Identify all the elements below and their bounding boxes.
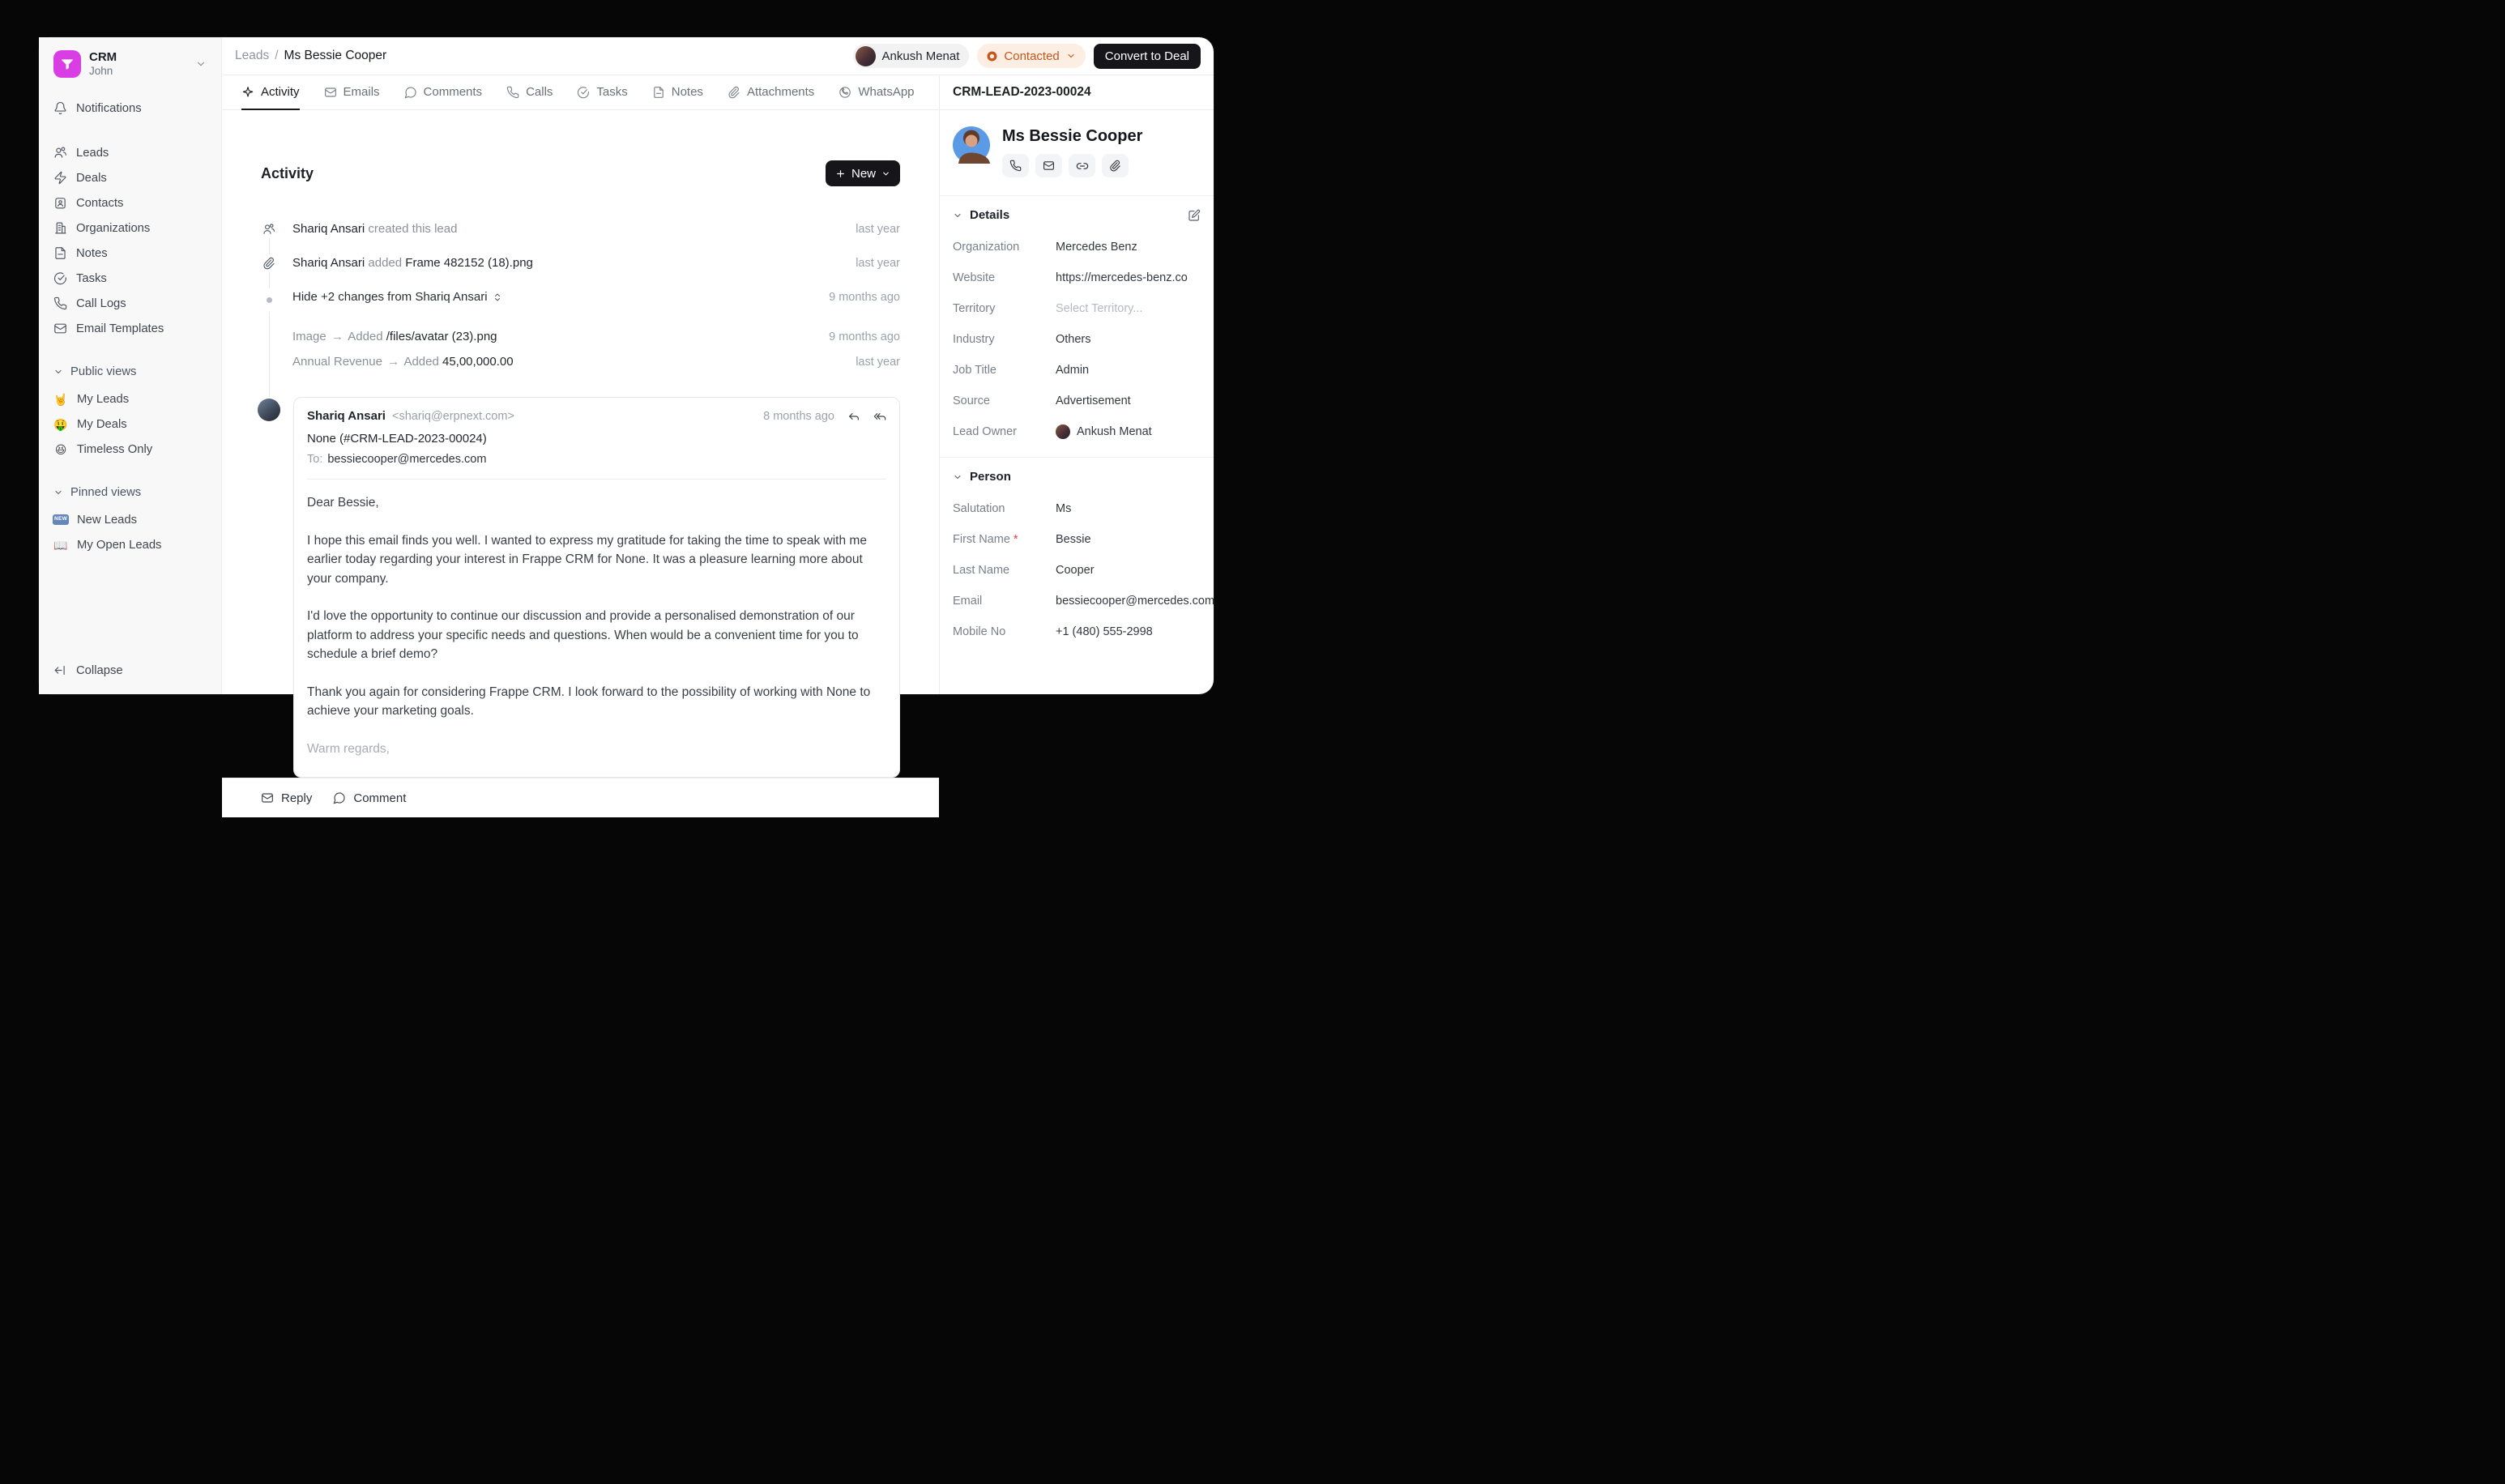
reply-button[interactable]: Reply [261,791,312,805]
convert-to-deal-button[interactable]: Convert to Deal [1094,44,1201,69]
timestamp: last year [856,257,900,270]
edit-icon[interactable] [1188,209,1201,222]
activity-scroll-area[interactable] [222,110,939,778]
tab-calls[interactable] [506,75,553,110]
phone-icon [506,86,519,99]
status-ring-icon [987,51,997,62]
lead-status-dropdown[interactable] [977,44,1085,68]
tab-label: Activity [261,85,300,99]
assignee-chip[interactable] [853,44,970,68]
avatar [1056,424,1070,439]
new-emoji-icon: NEW [53,514,68,525]
chevron-down-icon [53,488,63,497]
sidebar-item-contacts[interactable] [47,190,213,215]
sidebar-item-my-deals[interactable] [47,412,213,437]
field-email: Email bessiecooper@mercedes.com [953,594,1215,608]
timestamp: last year [856,356,900,369]
field-first-name: First Name * Bessie [953,532,1091,546]
workspace-switcher[interactable] [47,45,213,83]
sidebar-item-label: Tasks [76,271,107,285]
timestamp: 8 months ago [763,410,834,423]
field-industry: Industry Others [953,332,1091,346]
chevron-down-icon [1066,51,1076,61]
feed-item-changes-toggle[interactable]: Hide +2 changes from Shariq Ansari 9 months ago [261,288,900,312]
field-lead-owner: Lead Owner Ankush Menat [953,424,1152,438]
sidebar-item-label: My Open Leads [77,538,162,552]
users-icon [261,220,277,238]
feed-item-attachment: Shariq Ansari added Frame 482152 (18).png last year [261,254,900,272]
breadcrumb-current: Ms Bessie Cooper [284,49,387,62]
avatar [258,399,280,421]
app-window [39,37,1215,805]
to-label: To: [307,453,323,466]
tab-whatsapp[interactable] [839,75,914,110]
sidebar-item-label: Organizations [76,221,151,235]
rock-on-emoji-icon: 🤘 [53,392,68,406]
tab-label: WhatsApp [858,85,915,99]
assignee-name: Ankush Menat [881,49,960,63]
chevrons-up-down-icon [493,292,502,302]
chevron-down-icon[interactable] [953,472,962,482]
status-label: Contacted [1004,49,1060,63]
chevron-down-icon [195,58,207,70]
sidebar-item-deals[interactable] [47,165,213,190]
chevron-down-icon [53,367,63,377]
email-sender: Shariq Ansari [307,409,386,423]
sidebar-item-label: Notifications [76,101,142,115]
tab-label: Notes [671,85,703,99]
email-sender-address: <shariq@erpnext.com> [391,410,514,423]
sidebar-item-my-leads[interactable] [47,386,213,412]
field-mobile-no: Mobile No +1 (480) 555-2998 [953,625,1153,638]
tab-label: Attachments [746,85,815,99]
sidebar-item-new-leads[interactable] [47,507,213,532]
sidebar-item-label: Email Templates [76,322,164,335]
activity-title: Activity [261,164,314,181]
breadcrumb-separator: / [275,49,279,62]
timestamp: 9 months ago [829,330,900,343]
section-public-views[interactable] [47,360,213,383]
sidebar-item-label: Deals [76,171,107,185]
section-pinned-views[interactable] [47,481,213,504]
collapse-icon [53,663,67,677]
tab-tasks[interactable] [577,75,627,110]
crm-logo-icon [53,50,81,78]
mail-icon [261,791,274,804]
mail-icon [324,86,337,99]
tab-emails[interactable] [324,75,380,110]
lead-name: Ms Bessie Cooper [1002,127,1143,145]
arrow-right-icon: → [387,355,400,369]
check-circle-icon [53,271,67,285]
sidebar-item-notifications[interactable] [47,96,213,121]
required-asterisk: * [1013,532,1018,546]
details-section [940,196,1214,457]
activity-feed [261,220,900,778]
email-card [293,397,900,778]
check-circle-icon [577,86,590,99]
tab-bar [222,75,939,110]
bell-icon [53,101,67,115]
laughing-emoji-icon: 😆 [54,442,67,456]
reply-all-icon[interactable] [873,410,886,423]
field-website: Website https://mercedes-benz.co [953,271,1188,284]
email-body: Dear Bessie, I hope this email finds you well. I wanted to express my gratitude for taking the time to speak with me earlier today regarding your interest in Frappe CRM for None. It was a pleasure learning more about your company. I'd love the opportunity to continue our discussion and provide a personalised demonstration of our platform to address your specific needs and questions. When would be a convenient time for you to schedule a brief demo? Thank you again for considering Frappe CRM. I look forward to the possibility of working with None to achieve your marketing goals. Warm regards, [307,479,886,758]
email-subject: None (#CRM-LEAD-2023-00024) [307,432,487,446]
open-book-emoji-icon: 📖 [53,538,68,552]
sidebar-item-organizations[interactable] [47,215,213,241]
users-icon [53,146,67,160]
lead-details-panel [939,75,1214,694]
collapse-sidebar-button[interactable] [47,658,213,683]
sidebar-item-label: Collapse [76,663,123,677]
sidebar-item-email-templates[interactable] [47,316,213,341]
reply-icon[interactable] [847,410,860,423]
sidebar-item-label: Notes [76,246,108,260]
dot-icon [267,297,272,303]
sidebar-item-call-logs[interactable] [47,291,213,316]
main-content [222,75,939,805]
email-button[interactable] [1035,154,1062,177]
comment-button[interactable]: Comment [333,791,406,805]
note-icon [652,86,665,99]
section-title: Person [970,470,1011,484]
tab-label: Comments [423,85,483,99]
sidebar-item-leads[interactable] [47,140,213,165]
sidebar-item-label: Leads [76,146,109,160]
chevron-down-icon[interactable] [953,211,962,220]
sidebar-item-label: My Deals [77,417,127,431]
sidebar-item-label: New Leads [77,513,138,527]
tab-comments[interactable] [404,75,483,110]
tab-label: Emails [343,85,380,99]
sidebar-item-notes[interactable] [47,241,213,266]
email-activity-item [261,397,900,778]
sidebar-item-label: Call Logs [76,296,126,310]
money-face-emoji-icon: 🤑 [53,417,68,431]
building-icon [53,221,67,235]
phone-icon [53,296,67,310]
section-label: Public views [70,365,137,378]
breadcrumb-leads-link[interactable]: Leads [235,49,270,62]
comment-icon [404,86,417,99]
composer-bar [222,778,939,817]
note-icon [53,246,67,260]
mail-icon [53,322,67,335]
email-to-address: bessiecooper@mercedes.com [327,453,487,466]
comment-icon [333,791,346,804]
sidebar-item-label: Contacts [76,196,124,210]
paperclip-icon [261,254,277,272]
tab-activity[interactable] [241,75,300,110]
feed-item-created: Shariq Ansari created this lead last year [261,220,900,238]
avatar [856,46,876,66]
contact-icon [53,196,67,210]
section-label: Pinned views [70,486,142,499]
sidebar-item-label: My Leads [77,392,130,406]
app-title: CRM [89,50,117,65]
zap-icon [53,171,67,185]
new-button[interactable]: New [826,160,900,186]
plus-icon [835,168,846,179]
lead-id: CRM-LEAD-2023-00024 [940,75,1214,110]
sidebar [39,37,222,694]
field-territory: Territory Select Territory... [953,301,1143,315]
field-last-name: Last Name Cooper [953,563,1095,577]
sidebar-item-label: Timeless Only [77,442,153,456]
tab-label: Tasks [596,85,628,99]
section-title: Details [970,208,1010,222]
sparkle-icon [241,86,254,99]
timestamp: 9 months ago [829,291,900,304]
feed-item-change-image: Image → Added /files/avatar (23).png 9 months ago [261,328,900,346]
tab-notes[interactable] [652,75,703,110]
tab-attachments[interactable] [728,75,814,110]
field-organization: Organization Mercedes Benz [953,240,1137,254]
workspace-user: John [89,65,113,78]
field-job-title: Job Title Admin [953,363,1090,377]
attach-button[interactable] [1102,154,1129,177]
person-section [940,458,1214,657]
topbar [222,37,1214,75]
field-salutation: Salutation Ms [953,501,1072,515]
sidebar-item-tasks[interactable] [47,266,213,291]
tab-label: Calls [526,85,553,99]
paperclip-icon [728,86,740,99]
lead-avatar[interactable] [953,126,990,164]
link-button[interactable] [1069,154,1095,177]
feed-item-change-revenue: Annual Revenue → Added 45,00,000.00 last year [261,353,900,371]
sidebar-item-my-open-leads[interactable] [47,532,213,557]
whatsapp-icon [839,86,851,99]
field-source: Source Advertisement [953,394,1131,407]
timestamp: last year [856,223,900,236]
call-button[interactable] [1002,154,1029,177]
arrow-right-icon: → [331,330,344,343]
chevron-down-icon [881,169,890,178]
sidebar-item-timeless-only[interactable] [47,437,213,462]
breadcrumb [235,49,386,63]
